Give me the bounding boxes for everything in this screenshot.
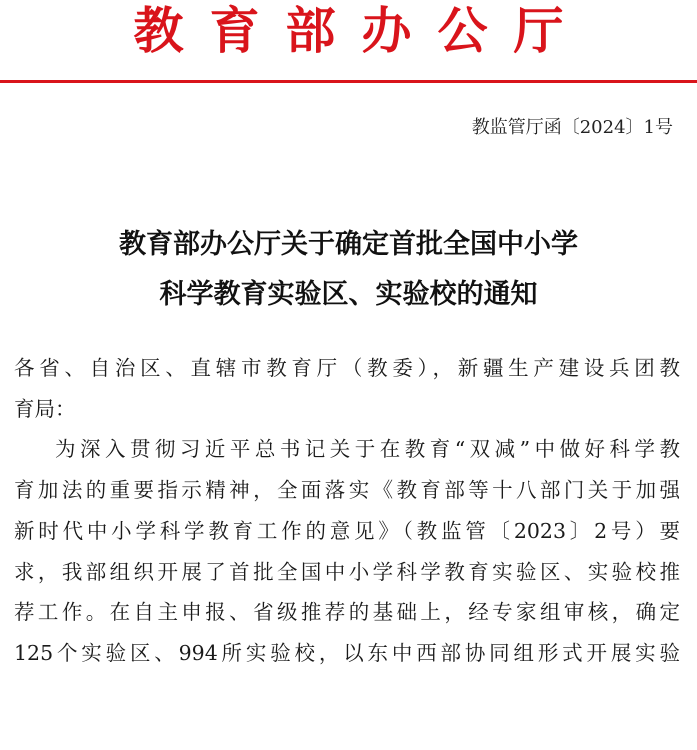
paragraph-line: 育加法的重要指示精神，全面落实《教育部等十八部门关于加强 — [14, 478, 680, 503]
document-title — [0, 220, 697, 320]
paragraph-line: 125个实验区、994所实验校，以东中西部协同组形式开展实验 — [14, 640, 680, 665]
paragraph-line: 为深入贯彻习近平总书记关于在教育“双减”中做好科学教 — [55, 437, 680, 462]
title-line-2: 科学教育实验区、实验校的通知 — [159, 279, 538, 310]
title-line-1: 教育部办公厅关于确定首批全国中小学 — [119, 229, 578, 260]
paragraph-line: 求，我部组织开展了首批全国中小学科学教育实验区、实验校推 — [14, 559, 680, 584]
document-number: 教监管厅函〔2024〕1号 — [471, 117, 673, 138]
paragraph-line: 荐工作。在自主申报、省级推荐的基础上，经专家组审核，确定 — [14, 600, 680, 625]
issuer-header: 教育部办公厅 — [133, 1, 590, 60]
document-body — [14, 348, 680, 674]
red-divider-line — [0, 80, 697, 83]
addressee-line: 各省、自治区、直辖市教育厅（教委），新疆生产建设兵团教 — [14, 356, 680, 380]
paragraph-line: 新时代中小学科学教育工作的意见》（教监管〔2023〕2号）要 — [14, 518, 680, 543]
addressee-line: 育局： — [14, 396, 76, 421]
